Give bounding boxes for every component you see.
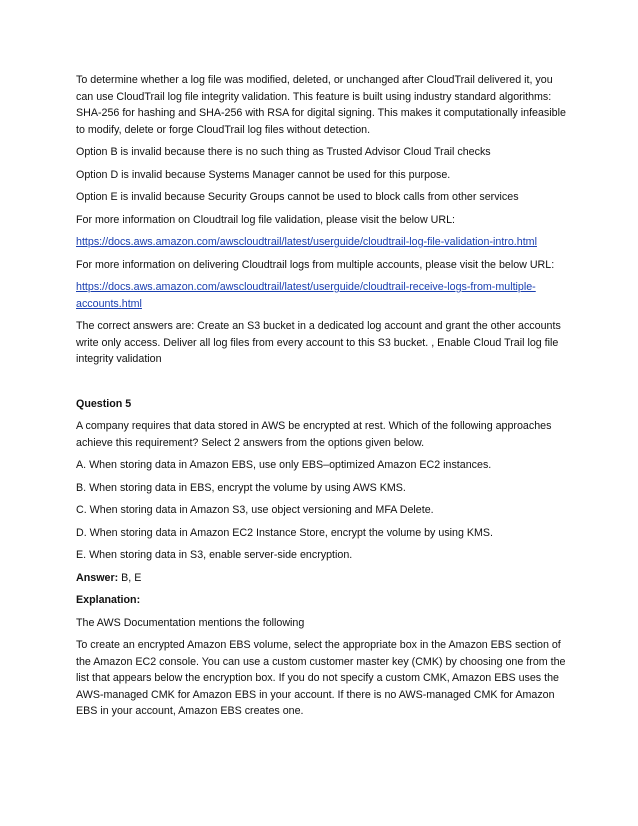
option-e-note: Option E is invalid because Security Groups cannot be used to block calls from other services	[76, 191, 519, 203]
answer-line	[76, 570, 566, 587]
option-d-note: Option D is invalid because Systems Manager cannot be used for this purpose.	[76, 168, 451, 181]
answer-value: B, E	[118, 571, 142, 584]
option-d: D. When storing data in Amazon EC2 Instance Store, encrypt the volume by using KMS.	[76, 526, 494, 539]
option-c: C. When storing data in Amazon S3, use object versioning and MFA Delete.	[76, 504, 434, 516]
document-body	[76, 72, 566, 726]
intro-paragraph: To determine whether a log file was modified, deleted, or unchanged after CloudTrail delivered it, you can use CloudTrail log file integrity validation. This feature is built using industry standard algorithms: SHA-256 for hashing and SHA-256 with RSA for digital signing. This makes it computationally infeasible to modify, delete or forge CloudTrail log files without detection.	[76, 74, 566, 136]
option-b: B. When storing data in EBS, encrypt the volume by using AWS KMS.	[76, 481, 406, 494]
section-spacer	[76, 374, 566, 396]
answer-label: Answer:	[76, 571, 119, 584]
validation-link[interactable]: https://docs.aws.amazon.com/awscloudtrail/latest/userguide/cloudtrail-log-file-validation-intro.html	[76, 236, 537, 248]
link-paragraph-1	[76, 234, 566, 251]
explanation-body: To create an encrypted Amazon EBS volume, select the appropriate box in the Amazon EBS section of the Amazon EC2 console. You can use a custom customer master key (CMK) by choosing one from the list that appears below the encryption box. If you do not specify a custom CMK, Amazon EBS uses the AWS-managed CMK for Amazon EBS in your account. If there is no AWS-managed CMK for Amazon EBS in your account, Amazon EBS creates one.	[76, 639, 566, 717]
correct-answers-summary: The correct answers are: Create an S3 bucket in a dedicated log account and grant the other accounts write only access. Deliver all log files from every account to this S3 bucket. , Enable Cloud Trail log file integrity validation	[76, 320, 561, 365]
question-text: A company requires that data stored in AWS be encrypted at rest. Which of the following approaches achieve this requirement? Select 2 answers from the options given below.	[76, 420, 552, 449]
explanation-label: Explanation:	[76, 594, 141, 606]
explanation-intro: The AWS Documentation mentions the following	[76, 616, 305, 629]
option-a: A. When storing data in Amazon EBS, use only EBS–optimized Amazon EC2 instances.	[76, 459, 492, 471]
option-e: E. When storing data in S3, enable server-side encryption.	[76, 549, 353, 561]
question-heading: Question 5	[76, 397, 132, 410]
link-paragraph-2	[76, 279, 566, 312]
option-b-note: Option B is invalid because there is no such thing as Trusted Advisor Cloud Trail checks	[76, 146, 491, 158]
multiple-accounts-link[interactable]: https://docs.aws.amazon.com/awscloudtrail/latest/userguide/cloudtrail-receive-logs-from-multiple-accounts.html	[76, 281, 536, 310]
more-info-validation: For more information on Cloudtrail log file validation, please visit the below URL:	[76, 213, 455, 226]
more-info-multiple-accounts: For more information on delivering Cloudtrail logs from multiple accounts, please visit the below URL:	[76, 258, 555, 271]
